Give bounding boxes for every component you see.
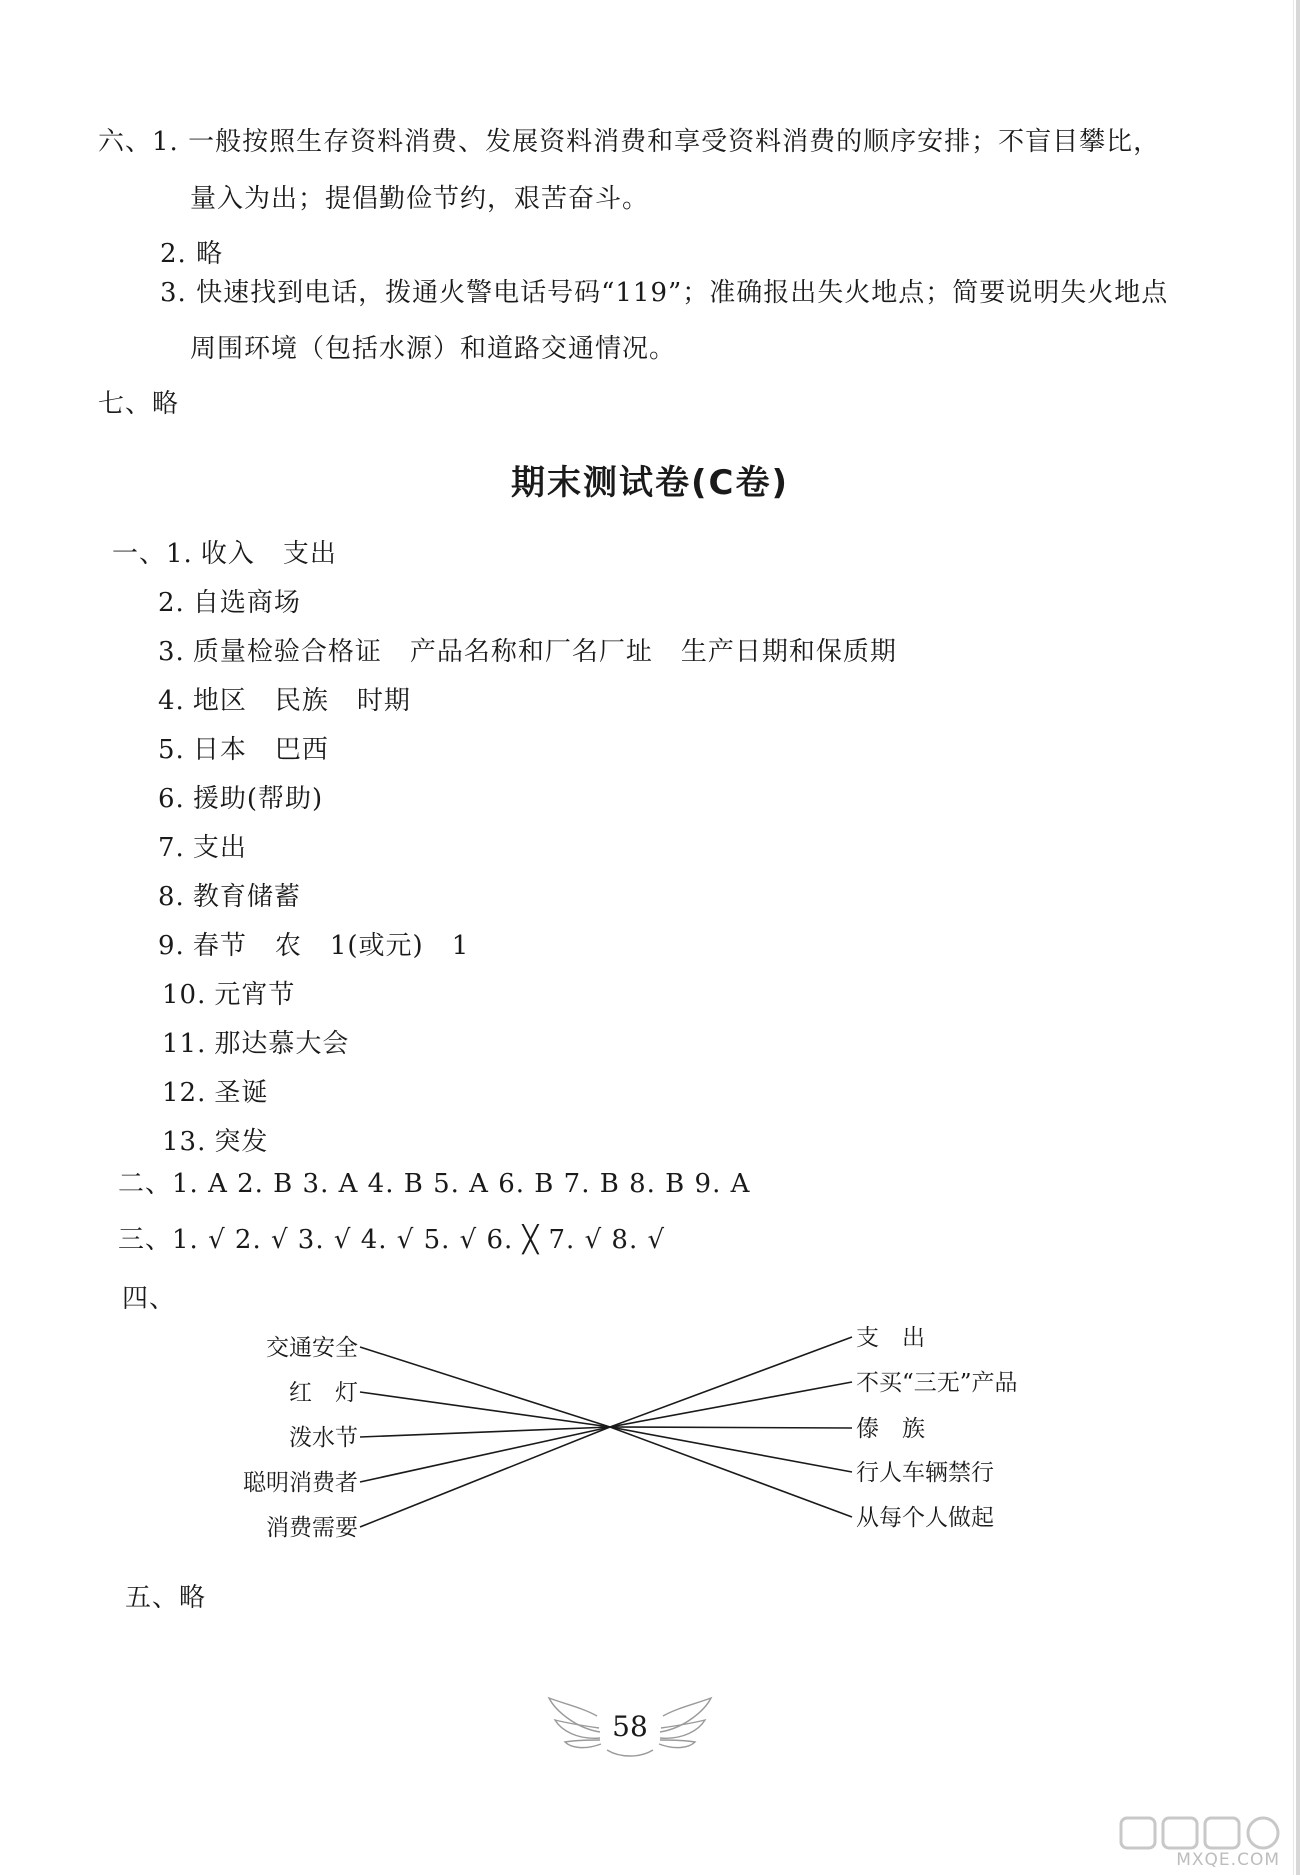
part1-answer: 支出 — [192, 833, 247, 863]
part1-item-number: 2. — [158, 588, 185, 618]
part3-judgement-answers: 三、1. √ 2. √ 3. √ 4. √ 5. √ 6. ╳ 7. √ 8. √ — [118, 1225, 666, 1255]
part1-item-number: 3. — [158, 637, 185, 667]
part1-item-number: 8. — [158, 882, 185, 912]
match-right-item: 行人车辆禁行 — [856, 1460, 994, 1486]
part1-item-number: 9. — [158, 931, 185, 961]
part1-answer: 元宵节 — [214, 980, 296, 1010]
part1-answer: 生产日期和保质期 — [680, 637, 897, 667]
part1-item-number: 7. — [158, 833, 185, 863]
match-line — [610, 1337, 852, 1427]
part1-answer: 那达慕大会 — [214, 1029, 350, 1059]
part1-answer: 支出 — [282, 539, 337, 569]
part1-answer: 教育储蓄 — [192, 882, 301, 912]
section6-item2-text: 略 — [196, 239, 224, 269]
page-number-ornament — [545, 1690, 715, 1760]
part1-answer: 民族 — [274, 686, 329, 716]
part1-answer: 日本 — [192, 735, 247, 765]
part4-label: 四、 — [122, 1284, 177, 1314]
match-line — [360, 1347, 610, 1427]
match-line — [610, 1427, 852, 1517]
section6-item1-text: 一般按照生存资料消费、发展资料消费和享受资料消费的顺序安排；不盲目攀比， — [188, 127, 1161, 157]
section6-item1-line2: 量入为出；提倡勤俭节约，艰苦奋斗。 — [190, 184, 650, 214]
part1-item-number: 6. — [158, 784, 185, 814]
part1-item-number: 10. — [162, 980, 207, 1010]
match-line — [610, 1382, 852, 1427]
match-line — [610, 1427, 852, 1472]
part1-answer: 突发 — [214, 1127, 269, 1157]
part2-choice-answers: 二、1. A 2. B 3. A 4. B 5. A 6. B 7. B 8. B 9. A — [118, 1169, 751, 1199]
part1-item-number: 13. — [162, 1127, 207, 1157]
section6-item1-number: 六、1. — [98, 127, 179, 157]
part1-answer: 产品名称和厂名厂址 — [409, 637, 653, 667]
part1-answer: 1(或元) — [329, 931, 424, 961]
match-line — [360, 1427, 610, 1527]
section6-item3-line2: 周围环境（包括水源）和道路交通情况。 — [190, 334, 677, 364]
part1-answer: 圣诞 — [214, 1078, 269, 1108]
match-left-item: 红 灯 — [289, 1380, 358, 1406]
part1-answer: 农 — [274, 931, 302, 961]
part1-item-number: 12. — [162, 1078, 207, 1108]
part1-answer: 1 — [451, 931, 470, 961]
match-left-item: 泼水节 — [289, 1425, 358, 1451]
exam-title: 期末测试卷(C卷) — [510, 463, 790, 503]
section7: 七、略 — [98, 389, 180, 419]
part1-answer: 质量检验合格证 — [192, 637, 382, 667]
part1-answer: 地区 — [192, 686, 247, 716]
part1-answer: 自选商场 — [192, 588, 301, 618]
match-right-item: 从每个人做起 — [856, 1505, 994, 1531]
match-right-item: 傣 族 — [856, 1416, 925, 1442]
part1-answer: 援助(帮助) — [192, 784, 324, 814]
match-left-item: 交通安全 — [266, 1335, 358, 1361]
part1-item-number: 4. — [158, 686, 185, 716]
match-left-item: 消费需要 — [266, 1515, 358, 1541]
match-right-item: 支 出 — [856, 1325, 925, 1351]
part5: 五、略 — [125, 1583, 207, 1613]
watermark-text: MXQE.COM — [1176, 1850, 1280, 1870]
part1-answer: 春节 — [192, 931, 247, 961]
page-number: 58 — [612, 1710, 648, 1743]
section6-item3-text: 快速找到电话，拨通火警电话号码“119”；准确报出失火地点；简要说明失火地点 — [196, 278, 1169, 308]
part1-item-number: 11. — [162, 1029, 207, 1059]
part1-answer: 收入 — [200, 539, 255, 569]
section6-item3-number: 3. — [160, 278, 187, 308]
section6-item2-number: 2. — [160, 239, 187, 269]
watermark-logo-icon — [1113, 1812, 1288, 1852]
watermark — [1113, 1812, 1288, 1872]
match-left-item: 聪明消费者 — [243, 1470, 358, 1496]
match-line — [610, 1427, 852, 1428]
match-right-item: 不买“三无”产品 — [856, 1370, 1018, 1396]
part1-item-number: 5. — [158, 735, 185, 765]
match-line — [360, 1392, 610, 1427]
part1-answer: 巴西 — [274, 735, 329, 765]
part1-item-number: 一、1. — [112, 539, 193, 569]
part1-answer: 时期 — [356, 686, 411, 716]
